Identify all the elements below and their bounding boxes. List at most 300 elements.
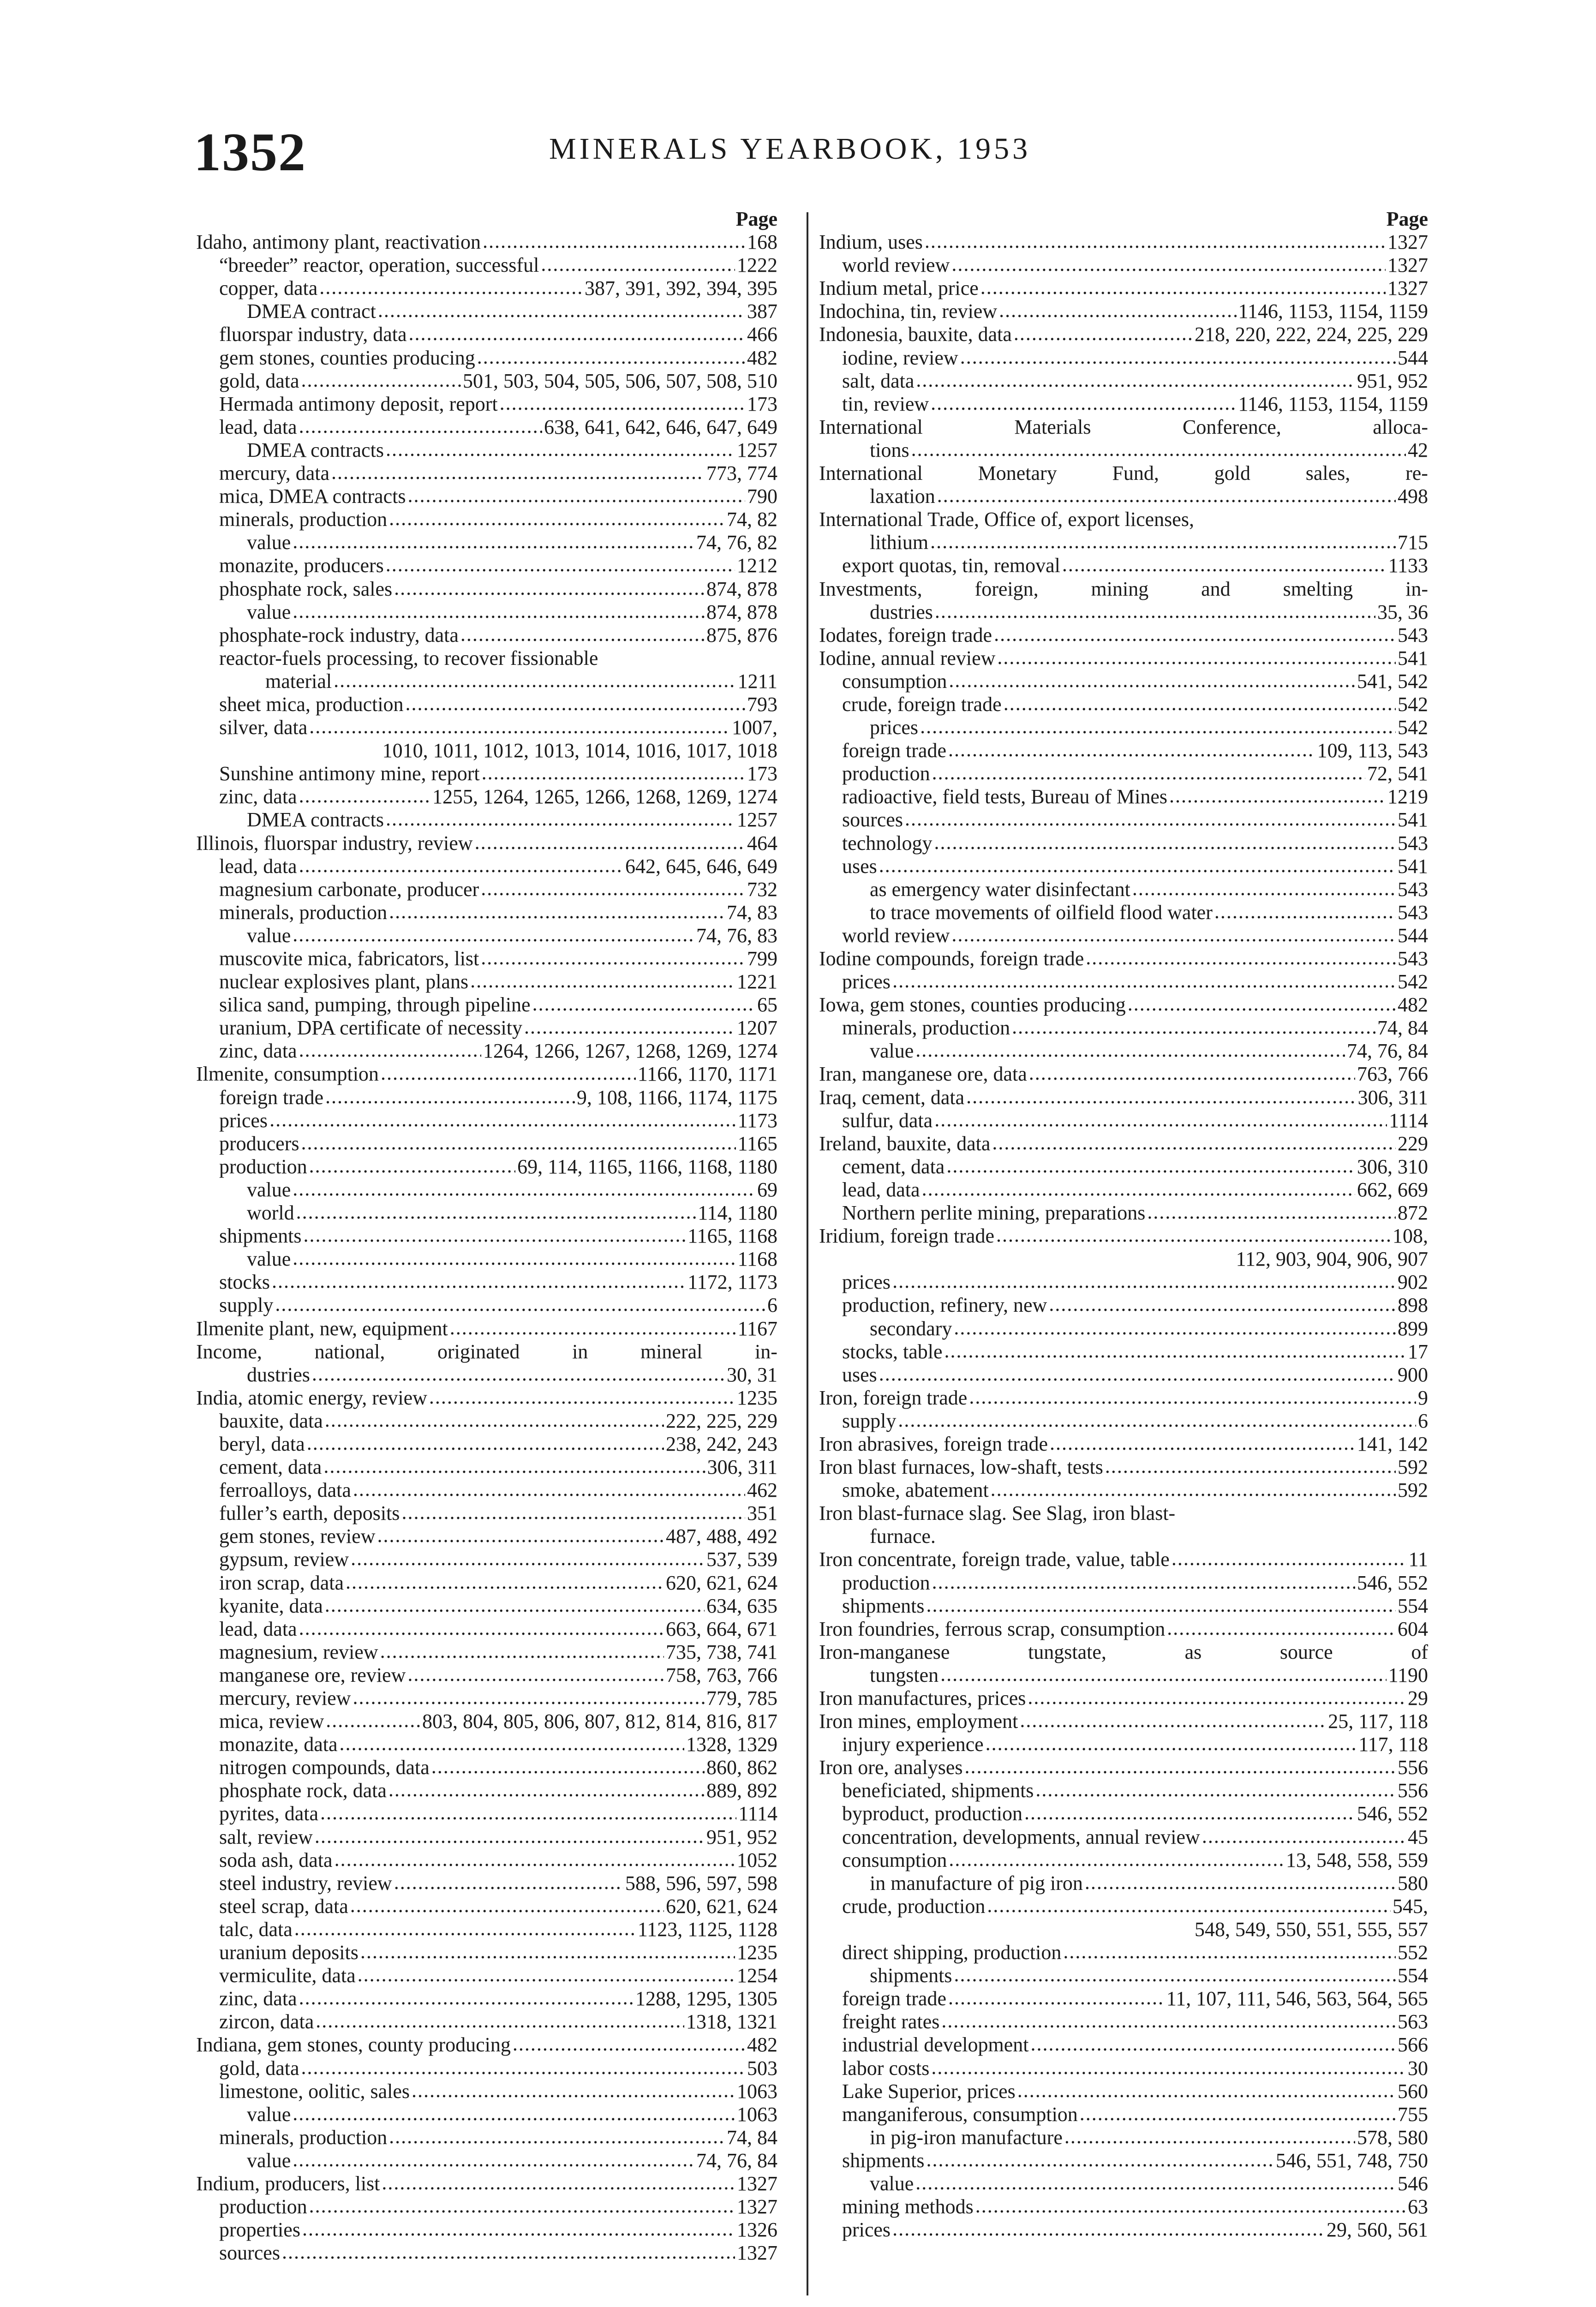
entry-pages: 1168: [737, 1248, 777, 1271]
entry-text: iron scrap, data: [219, 1571, 344, 1594]
entry-pages: 899: [1398, 1317, 1428, 1340]
index-entry: [819, 485, 1428, 508]
entry-pages: 238, 242, 243: [666, 1432, 777, 1455]
index-entry: [819, 1109, 1428, 1132]
index-entry: [819, 2218, 1428, 2241]
entry-pages: 638, 641, 642, 646, 647, 649: [544, 415, 777, 438]
entry-pages: 662, 669: [1357, 1178, 1428, 1201]
dot-leader: [299, 854, 623, 877]
entry-pages: 1326: [737, 2218, 777, 2241]
entry-pages: 1222: [737, 254, 777, 277]
entry-pages: 1327: [1387, 254, 1428, 277]
entry-text: minerals, production: [219, 901, 388, 924]
index-entry: [196, 370, 777, 393]
entry-pages: 663, 664, 671: [666, 1617, 777, 1640]
entry-text: Iron concentrate, foreign trade, value, table: [819, 1548, 1170, 1571]
index-entry-wrapped: reactor-fuels processing, to recover fissionable: [219, 646, 598, 669]
dot-leader: [315, 1825, 705, 1848]
entry-pages: 109, 113, 543: [1317, 739, 1428, 762]
entry-text: Iodates, foreign trade: [819, 623, 992, 646]
dot-leader: [382, 2171, 735, 2194]
entry-pages: 758, 763, 766: [666, 1663, 777, 1686]
entry-text: stocks: [219, 1271, 270, 1294]
dot-leader: [303, 1224, 686, 1247]
entry-text: value: [247, 531, 291, 554]
entry-text: beneficiated, shipments: [842, 1779, 1034, 1802]
index-entry: [819, 1063, 1428, 1086]
index-entry: [196, 1572, 777, 1595]
entry-word: International: [819, 462, 923, 485]
entry-text: “breeder” reactor, operation, successful: [219, 254, 539, 277]
dot-leader: [350, 1894, 664, 1917]
dot-leader: [948, 738, 1315, 761]
index-entry: [196, 2218, 777, 2241]
index-entry: [196, 2195, 777, 2218]
index-entry: [196, 1918, 777, 1941]
entry-pages: 69, 114, 1165, 1166, 1168, 1180: [517, 1155, 777, 1178]
dot-leader: [309, 715, 730, 738]
index-entry: [196, 1826, 777, 1849]
entry-text: value: [247, 1178, 291, 1201]
entry-text: value: [247, 924, 291, 947]
entry-pages: 1173: [737, 1109, 777, 1132]
dot-leader: [932, 1571, 1355, 1594]
entry-text: DMEA contracts: [247, 808, 384, 831]
entry-text: soda ash, data: [219, 1848, 333, 1871]
entry-word: gold: [1214, 462, 1250, 485]
entry-pages: 1063: [737, 2103, 777, 2126]
entry-text: muscovite mica, fabricators, list: [219, 947, 479, 970]
index-entry: [196, 993, 777, 1016]
dot-leader: [1017, 2079, 1396, 2102]
entry-text: Hermada antimony deposit, report: [219, 392, 498, 415]
dot-leader: [353, 1478, 745, 1501]
entry-word: mining: [1091, 577, 1149, 600]
index-entry: [196, 878, 777, 901]
entry-text: world review: [842, 924, 950, 947]
dot-leader: [431, 1755, 705, 1778]
entry-text: Ilmenite, consumption: [196, 1063, 379, 1086]
dot-leader: [930, 530, 1396, 553]
entry-pages: 541, 542: [1357, 669, 1428, 693]
index-entry: [819, 300, 1428, 323]
entry-pages: 222, 225, 229: [666, 1409, 777, 1432]
entry-pages: 755: [1398, 2103, 1428, 2126]
entry-pages: 6: [767, 1294, 777, 1317]
entry-text: supply: [219, 1294, 274, 1317]
dot-leader: [1169, 784, 1386, 807]
dot-leader: [381, 1062, 636, 1085]
index-entry: [819, 1802, 1428, 1825]
dot-leader: [541, 253, 735, 276]
entry-pages: 11: [1408, 1548, 1428, 1571]
entry-pages: 351: [747, 1502, 777, 1525]
dot-leader: [915, 1039, 1345, 1062]
dot-leader: [905, 807, 1396, 831]
entry-text: monazite, data: [219, 1733, 338, 1756]
entry-pages: 74, 84: [727, 2126, 777, 2149]
index-entry: [196, 624, 777, 647]
entry-text: steel scrap, data: [219, 1895, 348, 1918]
index-entry-wrapped: International Trade, Office of, export licenses,: [819, 508, 1194, 531]
index-entry: [819, 693, 1428, 716]
index-entry-wrapped: [819, 462, 1428, 485]
entry-pages: 487, 488, 492: [666, 1525, 777, 1548]
entry-text: consumption: [842, 669, 947, 693]
entry-pages: 542: [1398, 970, 1428, 993]
entry-text: Iron ore, analyses: [819, 1756, 963, 1779]
entry-word: source: [1279, 1640, 1333, 1663]
dot-leader: [299, 784, 430, 807]
dot-leader: [926, 1594, 1396, 1617]
index-entry: [196, 947, 777, 970]
index-entry: [819, 970, 1428, 993]
entry-pages: 544: [1398, 924, 1428, 947]
entry-text: lithium: [870, 531, 929, 554]
dot-leader: [975, 2194, 1406, 2217]
entry-text: Iran, manganese ore, data: [819, 1063, 1027, 1086]
entry-text: gypsum, review: [219, 1548, 349, 1571]
dot-leader: [941, 2009, 1396, 2032]
dot-leader: [394, 1871, 623, 1894]
entry-pages: 462: [747, 1479, 777, 1502]
index-entry: [196, 1595, 777, 1618]
dot-leader: [299, 1986, 634, 2009]
entry-pages: 1327: [1387, 231, 1428, 254]
index-entry: [819, 1687, 1428, 1710]
index-entry: [819, 1964, 1428, 1987]
entry-text: radioactive, field tests, Bureau of Mines: [842, 785, 1168, 808]
entry-text: zircon, data: [219, 2010, 314, 2033]
entry-text: tions: [870, 438, 909, 461]
index-entry: [196, 1641, 777, 1664]
index-entry: [819, 1317, 1428, 1340]
dot-leader: [892, 969, 1396, 992]
entry-pages: 793: [747, 693, 777, 716]
entry-text: pyrites, data: [219, 1802, 319, 1825]
dot-leader: [312, 1363, 725, 1386]
entry-text: Iron manufactures, prices: [819, 1687, 1026, 1709]
dot-leader: [1012, 1016, 1375, 1039]
entry-pages: 6: [1418, 1409, 1428, 1432]
entry-text: phosphate rock, data: [219, 1779, 387, 1802]
index-entry: [819, 785, 1428, 808]
dot-leader: [309, 1154, 516, 1177]
index-entry: [196, 808, 777, 831]
entry-pages: 546, 551, 748, 750: [1276, 2149, 1428, 2172]
dot-leader: [920, 715, 1396, 738]
index-entry: [196, 762, 777, 785]
index-entry: [196, 578, 777, 601]
entry-pages: 1254: [737, 1964, 777, 1987]
entry-pages: 229: [1398, 1132, 1428, 1155]
dot-leader: [408, 322, 745, 345]
dot-leader: [450, 1316, 736, 1339]
dot-leader: [475, 831, 745, 854]
entry-word: smelting: [1283, 577, 1353, 600]
entry-text: talc, data: [219, 1918, 293, 1941]
index-entry: [819, 1132, 1428, 1155]
index-entry: [196, 1664, 777, 1687]
dot-leader: [1063, 1940, 1396, 1963]
index-entry: [819, 1479, 1428, 1502]
index-entry: [196, 2149, 777, 2172]
entry-text: prices: [870, 716, 919, 739]
entry-text: monazite, producers: [219, 554, 384, 577]
entry-text: shipments: [842, 1594, 925, 1617]
index-entry: [819, 1456, 1428, 1479]
index-entry: [196, 2241, 777, 2265]
index-entry: [819, 878, 1428, 901]
dot-leader: [483, 230, 745, 253]
entry-word: tungstate,: [1028, 1640, 1106, 1663]
entry-text: bauxite, data: [219, 1409, 323, 1432]
entry-text: crude, production: [842, 1895, 986, 1918]
entry-text: Iraq, cement, data: [819, 1086, 965, 1109]
dot-leader: [992, 1131, 1396, 1154]
dot-leader: [1202, 1825, 1406, 1848]
dot-leader: [879, 854, 1396, 877]
dot-leader: [1020, 1709, 1326, 1732]
entry-pages: 546: [1398, 2172, 1428, 2195]
entry-text: Iridium, foreign trade: [819, 1225, 994, 1248]
entry-text: Sunshine antimony mine, report: [219, 762, 480, 785]
dot-leader: [389, 507, 725, 530]
entry-word: in-: [755, 1340, 777, 1363]
dot-leader: [325, 1409, 664, 1432]
entry-text: value: [247, 2149, 291, 2172]
entry-text: injury experience: [842, 1733, 984, 1756]
entry-word: originated: [437, 1340, 520, 1363]
entry-pages: 951, 952: [1357, 369, 1428, 392]
entry-text: limestone, oolitic, sales: [219, 2080, 410, 2103]
entry-pages: 74, 76, 82: [696, 531, 777, 554]
entry-pages: 466: [747, 323, 777, 346]
entry-text: prices: [219, 1109, 268, 1132]
entry-pages: 387: [747, 300, 777, 323]
dot-leader: [326, 1709, 420, 1732]
dot-leader: [879, 1363, 1396, 1386]
entry-text: lead, data: [219, 1617, 297, 1640]
dot-leader: [1014, 322, 1193, 345]
index-entry: [196, 1016, 777, 1040]
dot-leader: [934, 1108, 1387, 1131]
entry-pages: 1221: [737, 970, 777, 993]
entry-text: tungsten: [870, 1663, 939, 1686]
entry-pages: 35, 36: [1377, 600, 1428, 623]
index-entry: [196, 1733, 777, 1756]
entry-pages: 773, 774: [706, 462, 777, 485]
page-column-label: Page: [735, 208, 777, 230]
entry-pages: 1327: [737, 2195, 777, 2218]
entry-text: DMEA contract: [247, 300, 376, 323]
dot-leader: [1004, 692, 1396, 715]
dot-leader: [331, 461, 705, 484]
dot-leader: [986, 1732, 1357, 1755]
entry-text: silica sand, pumping, through pipeline: [219, 993, 531, 1016]
dot-leader: [309, 2194, 735, 2217]
index-entry: [196, 1502, 777, 1525]
entry-pages-continuation: 1010, 1011, 1012, 1013, 1014, 1016, 1017, 1018: [382, 739, 777, 762]
index-entry: [819, 808, 1428, 831]
entry-pages: 546, 552: [1357, 1571, 1428, 1594]
entry-word: in-: [1405, 577, 1428, 600]
entry-text: sources: [219, 2241, 280, 2265]
index-entry: [819, 554, 1428, 577]
index-entry: [196, 2172, 777, 2195]
dot-leader: [325, 1594, 705, 1617]
index-entry: [819, 2126, 1428, 2149]
entry-text: foreign trade: [842, 1987, 946, 2010]
entry-pages: 30, 31: [727, 1363, 777, 1386]
index-entry: [819, 993, 1428, 1016]
index-entry: [819, 2010, 1428, 2033]
index-entry: [196, 1779, 777, 1802]
dot-leader: [999, 299, 1236, 322]
index-entry: [819, 1987, 1428, 2010]
entry-pages: 1318, 1321: [686, 2010, 777, 2033]
dot-leader: [389, 2125, 725, 2148]
entry-text: Indochina, tin, review: [819, 300, 998, 323]
dot-leader: [1086, 946, 1396, 969]
index-entry: [819, 393, 1428, 416]
entry-pages: 588, 596, 597, 598: [625, 1871, 777, 1895]
dot-leader: [275, 1293, 765, 1316]
entry-pages: 620, 621, 624: [666, 1571, 777, 1594]
entry-pages: 546, 552: [1357, 1802, 1428, 1825]
entry-pages: 542: [1398, 716, 1428, 739]
dot-leader: [323, 1455, 705, 1478]
index-entry: [819, 739, 1428, 762]
entry-text: sheet mica, production: [219, 693, 404, 716]
dot-leader: [470, 969, 735, 992]
index-entry: [196, 1479, 777, 1502]
index-entry-wrapped: [819, 416, 1428, 439]
entry-pages: 1133: [1388, 554, 1428, 577]
entry-text: properties: [219, 2218, 300, 2241]
index-entry: [196, 1895, 777, 1918]
dot-leader: [319, 276, 583, 299]
entry-pages: 580: [1398, 1871, 1428, 1895]
entry-text: value: [247, 600, 291, 623]
index-entry: [196, 462, 777, 485]
entry-word: Iron-manganese: [819, 1640, 950, 1663]
entry-text: prices: [842, 2218, 891, 2241]
index-entry: [196, 300, 777, 323]
dot-leader: [892, 2217, 1325, 2241]
entry-text: foreign trade: [842, 739, 946, 762]
dot-leader: [293, 2148, 694, 2171]
index-entry: [819, 1016, 1428, 1040]
entry-pages: 1327: [737, 2172, 777, 2195]
entry-pages: 634, 635: [706, 1594, 777, 1617]
entry-pages: 1219: [1387, 785, 1428, 808]
entry-text: shipments: [219, 1225, 302, 1248]
index-entry: [196, 2010, 777, 2033]
index-entry: [196, 508, 777, 531]
index-entry: [819, 1756, 1428, 1779]
dot-leader: [1035, 1778, 1396, 1801]
index-entry: [196, 1132, 777, 1155]
index-entry: [196, 323, 777, 346]
entry-text: world review: [842, 254, 950, 277]
index-entry: [196, 231, 777, 254]
entry-text: silver, data: [219, 716, 308, 739]
dot-leader: [1029, 1062, 1355, 1085]
dot-leader: [1132, 877, 1396, 900]
page-column-label: Page: [1386, 208, 1428, 230]
index-entry: [819, 624, 1428, 647]
index-entry: [819, 2195, 1428, 2218]
index-entry: [819, 1733, 1428, 1756]
entry-pages: 874, 878: [706, 577, 777, 600]
entry-text: Lake Superior, prices: [842, 2080, 1016, 2103]
dot-leader: [996, 1224, 1391, 1247]
entry-pages: 482: [747, 2033, 777, 2056]
dot-leader: [898, 1409, 1416, 1432]
index-entry: [196, 1387, 777, 1410]
entry-text: consumption: [842, 1848, 947, 1871]
dot-leader: [1167, 1617, 1396, 1640]
index-column-right: [819, 208, 1428, 2298]
entry-pages: 25, 117, 118: [1328, 1710, 1428, 1733]
entry-pages: 860, 862: [706, 1756, 777, 1779]
index-entry: [819, 1595, 1428, 1618]
entry-pages: 13, 548, 558, 559: [1286, 1848, 1428, 1871]
index-entry: [819, 1387, 1428, 1410]
entry-text: cement, data: [842, 1155, 945, 1178]
entry-text: minerals, production: [219, 2126, 388, 2149]
entry-pages: 735, 738, 741: [666, 1640, 777, 1663]
index-entry: [819, 1155, 1428, 1178]
entry-pages: 1007,: [732, 716, 777, 739]
dot-leader: [994, 623, 1396, 646]
entry-pages: 1167: [737, 1317, 777, 1340]
index-entry: [196, 716, 777, 739]
dot-leader: [524, 1016, 735, 1039]
dot-leader: [293, 530, 694, 553]
index-entry: [819, 601, 1428, 624]
entry-pages: 74, 76, 84: [696, 2149, 777, 2172]
entry-text: labor costs: [842, 2056, 930, 2080]
index-entry: [196, 693, 777, 716]
dot-leader: [1050, 1432, 1355, 1455]
entry-text: Iron blast furnaces, low-shaft, tests: [819, 1456, 1103, 1479]
dot-leader: [1028, 1686, 1406, 1709]
entry-pages: 541: [1398, 646, 1428, 669]
entry-pages: 545,: [1393, 1895, 1428, 1918]
entry-text: in pig-iron manufacture: [870, 2126, 1063, 2149]
entry-text: prices: [842, 1271, 891, 1294]
index-entry: [819, 1826, 1428, 1849]
entry-pages: 9: [1418, 1386, 1428, 1409]
entry-pages: 9, 108, 1166, 1174, 1175: [576, 1086, 777, 1109]
entry-text: uses: [842, 1363, 877, 1386]
index-entry: [819, 1618, 1428, 1641]
dot-leader: [299, 415, 542, 438]
entry-pages: 592: [1398, 1456, 1428, 1479]
entry-word: Monetary: [978, 462, 1057, 485]
entry-pages: 464: [747, 831, 777, 855]
dot-leader: [269, 1108, 736, 1131]
entry-pages: 537, 539: [706, 1548, 777, 1571]
dot-leader: [335, 1848, 735, 1871]
entry-pages: 173: [747, 762, 777, 785]
dot-leader: [944, 1339, 1406, 1363]
dot-leader: [1080, 2102, 1396, 2125]
index-entry: [819, 1178, 1428, 1201]
entry-text: foreign trade: [219, 1086, 323, 1109]
